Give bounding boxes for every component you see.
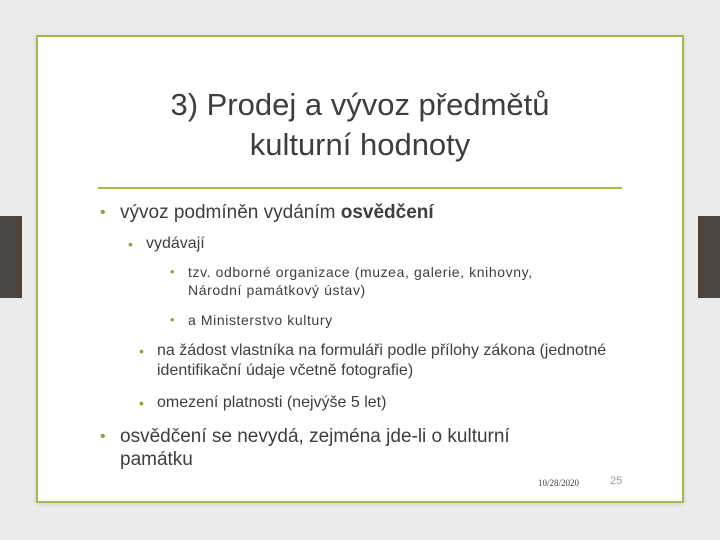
slide-card [36, 35, 684, 503]
bullet-dot-icon: • [100, 204, 106, 221]
title-divider [98, 187, 622, 189]
bullet-not-issued [100, 425, 580, 471]
bullet-issued-by [128, 234, 628, 254]
left-side-tab [0, 216, 22, 298]
slide-date: 10/28/2020 [538, 478, 580, 488]
bullet-text: omezení platnosti (nejvýše 5 let) [157, 394, 387, 411]
bullet-text: a Ministerstvo kultury [188, 312, 333, 328]
bullet-text: tzv. odborné organizace (muzea, galerie, knihovny, Národní památkový ústav) [188, 264, 533, 298]
bullet-dot-icon: • [128, 236, 133, 252]
slide-page-number: 25 [610, 475, 623, 487]
bullet-text: vývoz podmíněn vydáním osvědčení [120, 202, 434, 223]
bullet-dot-icon: • [170, 264, 175, 279]
bullet-organizations [170, 263, 590, 299]
slide-title [38, 85, 682, 165]
slide-title-line-1: 3) Prodej a vývoz předmětů [170, 87, 550, 122]
bullet-dot-icon: • [100, 428, 106, 445]
bullet-text: vydávají [146, 235, 205, 252]
bullet-owner-request [139, 341, 619, 381]
bullet-text: na žádost vlastníka na formuláři podle přílohy zákona (jednotné identifikační údaje včetně fotografie) [157, 342, 607, 379]
bullet-validity-limit [139, 393, 619, 413]
bullet-dot-icon: • [170, 312, 175, 327]
bullet-dot-icon: • [139, 395, 144, 411]
slide-title-line-2: kulturní hodnoty [249, 127, 471, 162]
bullet-text: osvědčení se nevydá, zejména jde-li o kulturní památku [120, 426, 510, 470]
bullet-export-condition [100, 201, 640, 224]
bullet-bold-term: osvědčení [340, 202, 434, 223]
right-side-tab [698, 216, 720, 298]
bullet-ministry [170, 311, 590, 329]
bullet-dot-icon: • [139, 343, 144, 359]
